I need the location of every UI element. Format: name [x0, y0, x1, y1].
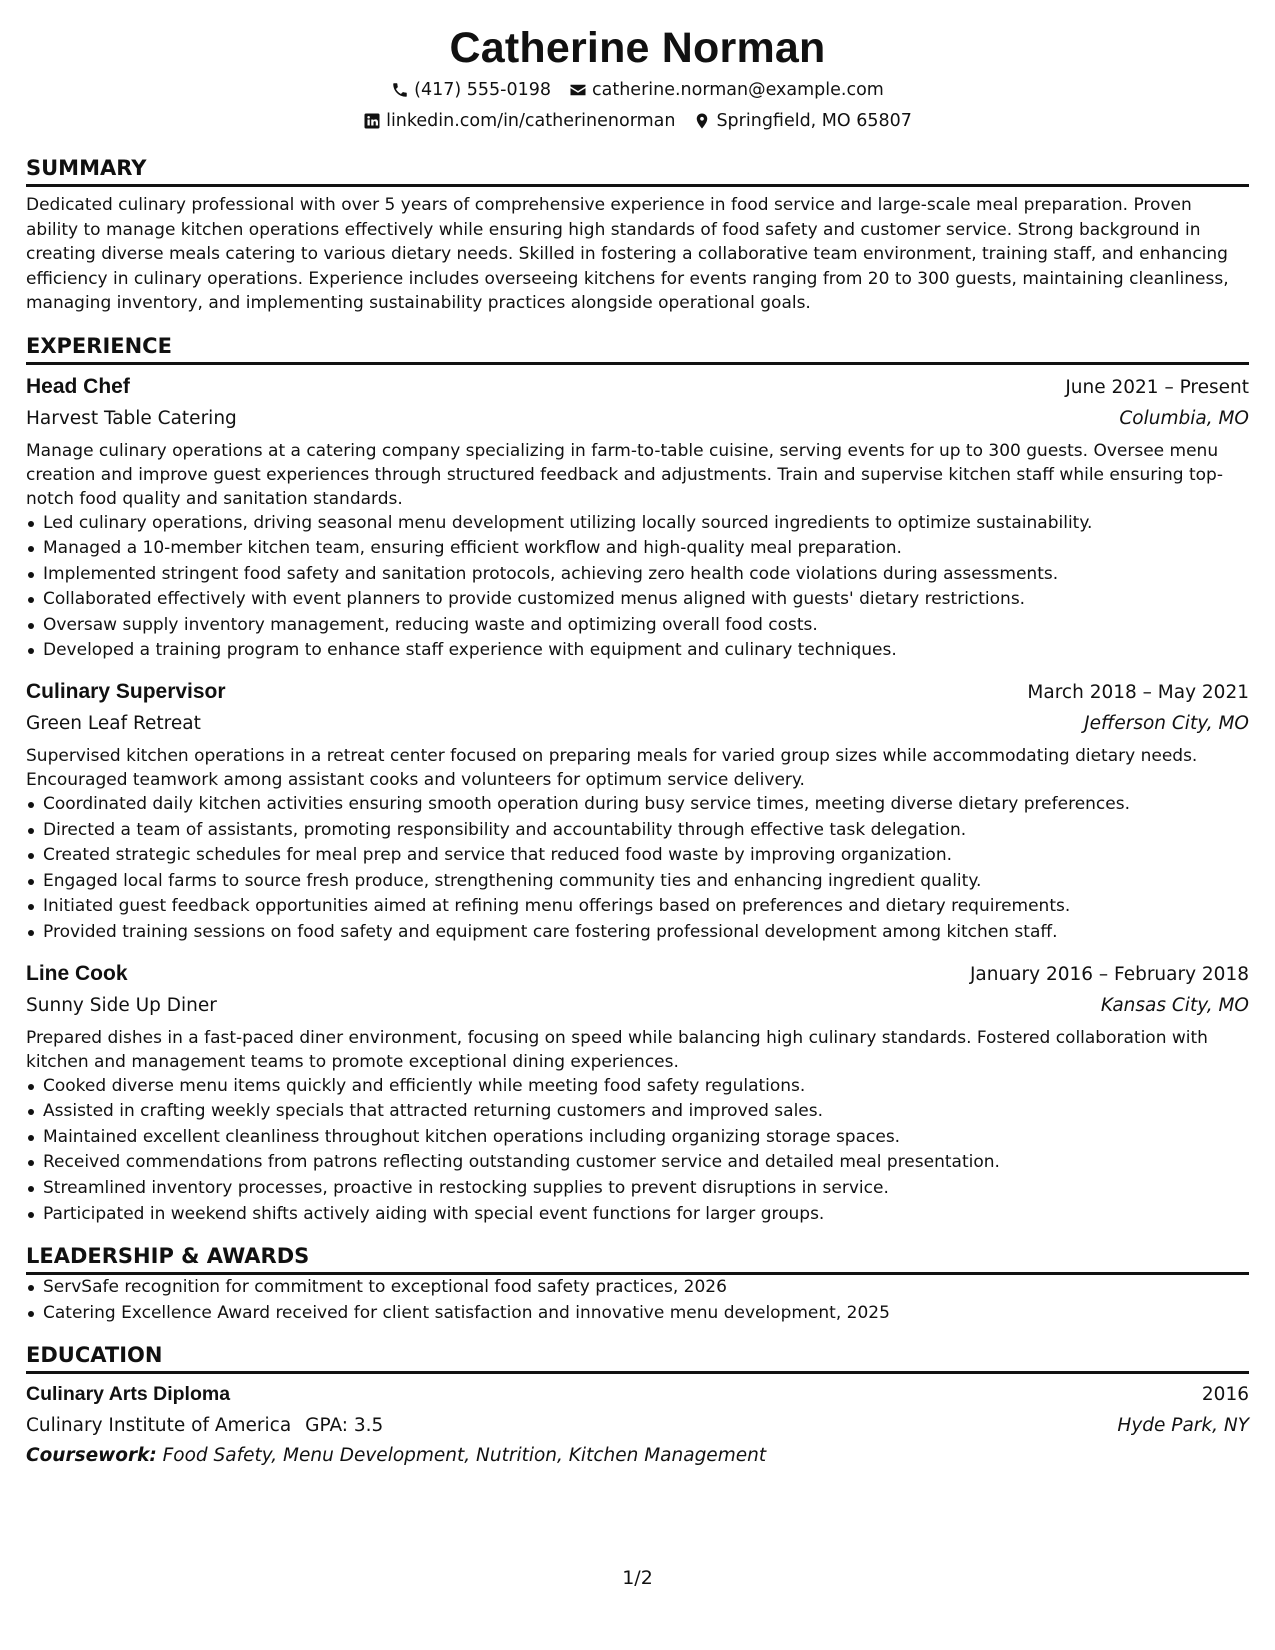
experience-entry — [26, 960, 1249, 1228]
resume-page — [26, 22, 1249, 1470]
bullet-item: Provided training sessions on food safety and equipment care fostering professional development among kitchen staff. — [26, 920, 1249, 946]
section-title-awards: LEADERSHIP & AWARDS — [26, 1243, 1249, 1275]
bullet-item: Managed a 10-member kitchen team, ensuring efficient workflow and high-quality meal preparation. — [26, 536, 1249, 562]
location-text: Springfield, MO 65807 — [716, 111, 912, 131]
contact-phone — [391, 78, 551, 102]
experience-section — [26, 333, 1249, 1228]
experience-entry — [26, 678, 1249, 946]
bullet-item: Coordinated daily kitchen activities ensuring smooth operation during busy service times, meeting diverse dietary preferences. — [26, 792, 1249, 818]
email-text[interactable]: catherine.norman@example.com — [592, 80, 884, 100]
bullet-item: Participated in weekend shifts actively aiding with special event functions for larger groups. — [26, 1202, 1249, 1228]
education-row-1 — [26, 1380, 1249, 1409]
job-location: Kansas City, MO — [1100, 994, 1249, 1016]
bullet-item: Collaborated effectively with event planners to provide customized menus aligned with guests' dietary restrictions. — [26, 587, 1249, 613]
bullet-item: Maintained excellent cleanliness throughout kitchen operations including organizing storage spaces. — [26, 1125, 1249, 1151]
awards-section — [26, 1243, 1249, 1326]
experience-entry — [26, 373, 1249, 665]
job-location: Jefferson City, MO — [1084, 713, 1249, 735]
map-marker-icon — [693, 112, 711, 130]
education-year: 2016 — [1201, 1384, 1249, 1406]
awards-list — [26, 1275, 1249, 1326]
envelope-icon — [569, 81, 587, 99]
job-dates: March 2018 – May 2021 — [1027, 682, 1249, 704]
bullet-item: Received commendations from patrons reflecting outstanding customer service and detailed meal presentation. — [26, 1150, 1249, 1176]
bullet-item: Assisted in crafting weekly specials that attracted returning customers and improved sales. — [26, 1099, 1249, 1125]
job-bullets — [26, 1074, 1249, 1228]
job-company-row — [26, 402, 1249, 433]
job-description: Manage culinary operations at a catering company specializing in farm-to-table cuisine, serving events for up to 300 guests. Oversee menu creation and improve guest experiences through structured feedback and adjustments. Train and supervise kitchen staff while ensuring top-notch food quality and sanitation standards. — [26, 440, 1223, 509]
coursework — [26, 1442, 1249, 1470]
contact-location — [693, 109, 911, 133]
job-header-row — [26, 373, 1249, 402]
company-name: Sunny Side Up Diner — [26, 994, 217, 1016]
candidate-name: Catherine Norman — [449, 24, 826, 72]
contact-line-2 — [26, 109, 1249, 133]
bullet-item: Directed a team of assistants, promoting responsibility and accountability through effective task delegation. — [26, 818, 1249, 844]
gpa: GPA: 3.5 — [305, 1415, 384, 1437]
award-item: Catering Excellence Award received for client satisfaction and innovative menu development, 2025 — [26, 1301, 1249, 1327]
bullet-item: Engaged local farms to source fresh produce, strengthening community ties and enhancing ingredient quality. — [26, 869, 1249, 895]
job-description: Prepared dishes in a fast-paced diner environment, focusing on speed while balancing high culinary standards. Fostered collaboration with kitchen and management teams to promote exceptional dining experiences. — [26, 1027, 1208, 1072]
company-name: Harvest Table Catering — [26, 407, 237, 429]
section-title-education: EDUCATION — [26, 1342, 1249, 1374]
job-location: Columbia, MO — [1119, 407, 1249, 429]
job-bullets — [26, 792, 1249, 946]
education-row-2 — [26, 1409, 1249, 1440]
job-title: Head Chef — [26, 374, 130, 398]
award-item: ServSafe recognition for commitment to exceptional food safety practices, 2026 — [26, 1275, 1249, 1301]
bullet-item: Initiated guest feedback opportunities aimed at refining menu offerings based on preferences and dietary requirements. — [26, 894, 1249, 920]
page-number: 1/2 — [622, 1567, 653, 1589]
job-title: Culinary Supervisor — [26, 680, 226, 704]
bullet-item: Created strategic schedules for meal prep and service that reduced food waste by improving organization. — [26, 843, 1249, 869]
section-title-experience: EXPERIENCE — [26, 333, 1249, 365]
bullet-item: Led culinary operations, driving seasonal menu development utilizing locally sourced ingredients to optimize sustainability. — [26, 511, 1249, 537]
linkedin-text[interactable]: linkedin.com/in/catherinenorman — [386, 111, 676, 131]
school-line — [26, 1412, 383, 1440]
education-entry — [26, 1380, 1249, 1470]
contact-email[interactable] — [569, 78, 884, 102]
bullet-item: Implemented stringent food safety and sanitation protocols, achieving zero health code violations during assessments. — [26, 562, 1249, 588]
job-header-row — [26, 678, 1249, 707]
summary-text: Dedicated culinary professional with over 5 years of comprehensive experience in food service and large-scale meal preparation. Proven ability to manage kitchen operations effectively while ensuring high standards of food safety and customer service. Strong background in creating diverse meals catering to various dietary needs. Skilled in fostering a collaborative team environment, training staff, and enhancing efficiency in culinary operations. Experience includes overseeing kitchens for events ranging from 20 to 300 guests, maintaining cleanliness, managing inventory, and implementing sustainability practices alongside operational goals. — [26, 195, 1229, 313]
summary-section — [26, 155, 1249, 316]
coursework-label: Coursework: — [26, 1445, 157, 1467]
contact-linkedin[interactable] — [363, 109, 675, 133]
job-dates: January 2016 – February 2018 — [969, 963, 1249, 985]
job-title: Line Cook — [26, 961, 128, 985]
job-description: Supervised kitchen operations in a retreat center focused on preparing meals for varied group sizes while accommodating dietary needs. Encouraged teamwork among assistant cooks and volunteers for optimum service delivery. — [26, 746, 1198, 791]
coursework-list: Food Safety, Menu Development, Nutrition, Kitchen Management — [162, 1445, 767, 1467]
phone-text: (417) 555-0198 — [414, 80, 551, 100]
degree-title: Culinary Arts Diploma — [26, 1383, 231, 1406]
linkedin-icon — [363, 112, 381, 130]
school-name: Culinary Institute of America — [26, 1415, 292, 1437]
bullet-item: Oversaw supply inventory management, reducing waste and optimizing overall food costs. — [26, 613, 1249, 639]
phone-icon — [391, 81, 409, 99]
job-header-row — [26, 960, 1249, 989]
section-title-summary: SUMMARY — [26, 155, 1249, 187]
company-name: Green Leaf Retreat — [26, 713, 201, 735]
job-company-row — [26, 707, 1249, 738]
job-dates: June 2021 – Present — [1065, 376, 1249, 398]
job-bullets — [26, 511, 1249, 665]
contact-line-1 — [26, 78, 1249, 102]
bullet-item: Cooked diverse menu items quickly and efficiently while meeting food safety regulations. — [26, 1074, 1249, 1100]
education-location: Hyde Park, NY — [1117, 1415, 1249, 1437]
education-section — [26, 1342, 1249, 1470]
experience-list — [26, 373, 1249, 1228]
job-company-row — [26, 989, 1249, 1020]
bullet-item: Streamlined inventory processes, proactive in restocking supplies to prevent disruptions in service. — [26, 1176, 1249, 1202]
bullet-item: Developed a training program to enhance staff experience with equipment and culinary techniques. — [26, 638, 1249, 664]
